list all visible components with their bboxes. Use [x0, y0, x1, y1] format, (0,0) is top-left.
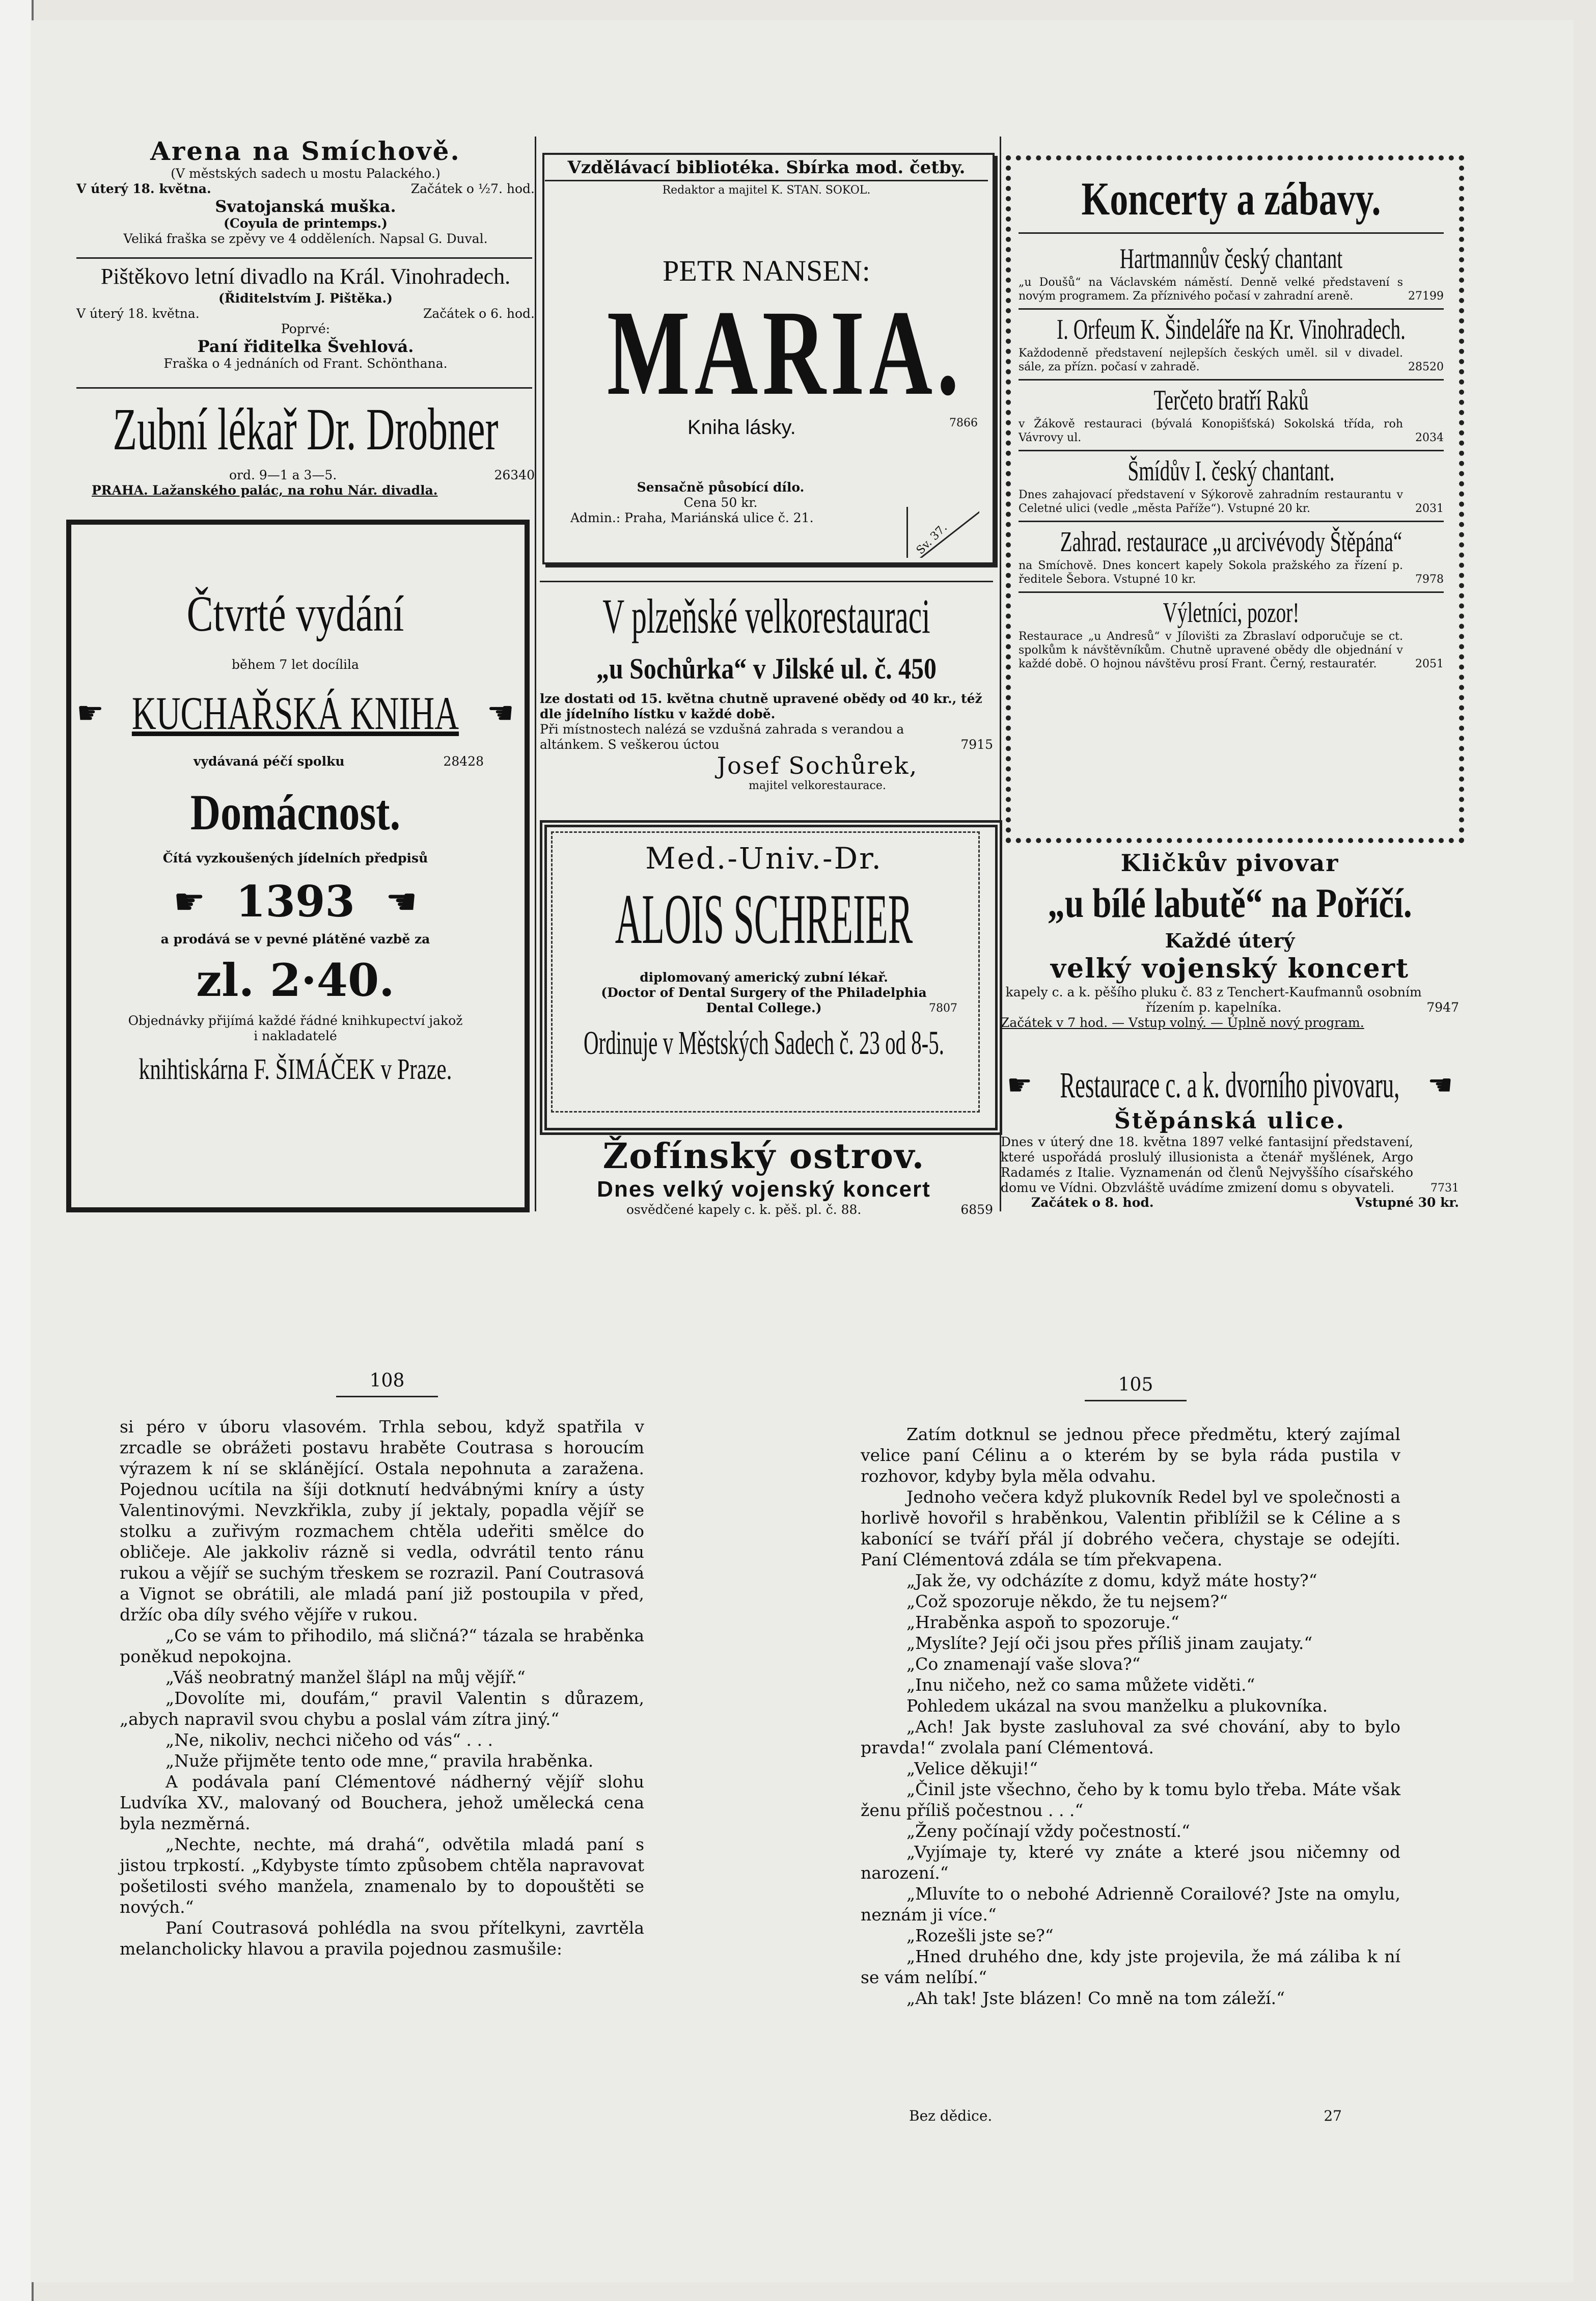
concert-item-head: Terčeto bratří Raků: [1153, 385, 1309, 416]
arena-line5: Veliká fraška se zpěvy ve 4 odděleních. Napsal G. Duval.: [123, 231, 488, 246]
arena-play: Svatojanská muška.: [215, 197, 396, 216]
cookbook-sub1: během 7 let docílila: [232, 657, 359, 672]
dvorni-start: Začátek o 8. hod.: [1031, 1195, 1154, 1210]
cookbook-name: Domácnost.: [190, 784, 401, 841]
pistek-title: Pištěkovo letní divadlo na Král. Vinohradech.: [100, 264, 511, 289]
paragraph: si péro v úboru vlasovém. Trhla sebou, když spatřila v zrcadle se obrážeti postavu hraběte Coutrasa s horoucím výrazem k ní se sklánějící. Ostala nepohnuta a zaražena. Pojednou ucítila na šíji dotknutí hedvábnými kníry a ústy Valentinovými. Nevzkřikla, zuby jí jektaly, popadla vějíř se stolku a zuřivým rozmachem chtěla udeřiti smělce do obličeje. Ale jakkoliv rázně si vedla, odvrátil tento ránu rukou a vějíř se suchým třeskem se rozrazil. Paní Coutrasová a Vignot se obrátili, ale mladá paní již postoupila v před, držíc oba díly svého vějíře v rukou.: [120, 1417, 644, 1625]
cookbook-sub5: Objednávky přijímá každé řádné knihkupectví jakož i nakladatelé: [128, 1013, 463, 1043]
concert-item-code: 27199: [1408, 290, 1444, 303]
hand-icon: ☛: [76, 695, 104, 731]
paragraph: „Vyjímaje ty, které vy znáte a které jsou ničemny od narození.“: [861, 1842, 1400, 1883]
paragraph: „Co znamenají vaše slova?“: [906, 1654, 1141, 1674]
zofin-line2-row: [535, 1202, 993, 1217]
concert-item-code: 2031: [1415, 502, 1444, 515]
concert-item-head: Zahrad. restaurace „u arcivévody Štěpána“: [1060, 526, 1402, 558]
sochurek-text2: Při místnostech nalézá se vzdušná zahrada s verandou a altánkem. S veškerou úctou: [540, 722, 904, 752]
concert-item-code: 2051: [1415, 658, 1444, 670]
arena-line1: (V městských sadech u mostu Palackého.): [171, 166, 441, 181]
left-page-text: [120, 1416, 644, 1959]
paragraph: „Dovolíte mi, doufám,“ pravil Valentin s důrazem, „abych napravil svou chybu a poslal vám zítra jiný.“: [120, 1688, 644, 1729]
library-price: Cena 50 kr.: [683, 495, 758, 510]
pistek-line3: Poprvé:: [281, 321, 331, 336]
cookbook-code: 28428: [443, 754, 484, 769]
paragraph: „Ne, nikoliv, nechci ničeho od vás“ . . .: [166, 1730, 493, 1750]
cookbook-heading: Čtvrté vydání: [186, 585, 404, 642]
schreier-line2: (Doctor of Dental Surgery of the Philadelphia Dental College.): [601, 985, 927, 1015]
hand-pointer-icon: ☛: [1006, 1068, 1033, 1102]
divider: [540, 581, 993, 582]
concerts-ad: [1019, 168, 1444, 676]
pistek-date: V úterý 18. května.: [76, 306, 200, 321]
divider: [76, 387, 532, 389]
hand-pointer-icon: ☛: [173, 880, 206, 923]
page-edge: [0, 0, 34, 2301]
concert-item-code: 2034: [1415, 431, 1444, 444]
pistek-line1: (Řiditelstvím J. Pištěka.): [218, 291, 393, 306]
paragraph: „Co se vám to přihodilo, má sličná?“ tázala se hraběnka poněkud nepokojna.: [120, 1626, 644, 1666]
concert-item: [1019, 593, 1444, 676]
concert-item-body: na Smíchově. Dnes koncert kapely Sokola pražského za řízení p. ředitele Šebora. Vstupné 10 kr.: [1019, 559, 1403, 586]
cookbook-sub4: a prodává se v pevné plátěné vazbě za: [160, 932, 430, 946]
library-tag: Sensačně působící dílo.: [637, 480, 805, 495]
library-subtitle: Kniha lásky.: [687, 416, 796, 439]
library-editor: Redaktor a majitel K. STAN. SOKOL.: [662, 184, 871, 197]
right-page-footer: [909, 2109, 1342, 2123]
arena-start: Začátek o ½7. hod.: [410, 181, 535, 196]
klicka-title: Kličkův pivovar: [1120, 849, 1339, 877]
hand-icon: ☛: [486, 695, 514, 731]
divider: [336, 1396, 438, 1397]
concert-item-body: Restaurace „u Andresů“ v Jílovišti za Zbraslaví odporučuje se ct. spolkům k návštěvníkům. Chutně upravené obědy dle objednání v každé době. O hojnou návštěvu prosí Frant. Černý, restauratér.: [1019, 630, 1403, 670]
paragraph: „Velice děkuji!“: [906, 1758, 1038, 1778]
concert-item-head: Výletníci, pozor!: [1163, 597, 1300, 629]
paragraph: „Což spozoruje někdo, že tu nejsem?“: [906, 1591, 1228, 1611]
zofin-title: Žofínský ostrov.: [602, 1136, 925, 1177]
dentist-ad: [76, 391, 535, 498]
paragraph: Paní Coutrasová pohlédla na svou přítelkyni, zavrtěla melancholicky hlavou a pravila pojednou zasmušile:: [120, 1918, 644, 1959]
paragraph: „Ženy počínají vždy počestností.“: [906, 1821, 1190, 1841]
schreier-degree: Med.-Univ.-Dr.: [645, 841, 883, 876]
dentist-hours-row: [76, 468, 535, 483]
dvorni-street: Štěpánská ulice.: [1114, 1108, 1345, 1134]
sochurek-title: V plzeňské velkorestauraci: [602, 589, 930, 643]
paragraph: „Rozešli jste se?“: [906, 1926, 1054, 1945]
klicka-name: „u bílé labutě“ na Poříčí.: [1048, 880, 1412, 926]
dentist-code: 26340: [494, 468, 535, 482]
cookbook-title-row: [76, 683, 514, 744]
footer-title: Bez dědice.: [909, 2107, 993, 2124]
paragraph: „Hraběnka aspoň to spozoruje.“: [906, 1612, 1179, 1632]
concert-item: [1019, 381, 1444, 451]
paragraph: „Činil jste všechno, čeho by k tomu bylo třeba. Máte však ženu příliš počestnou . . .“: [861, 1779, 1400, 1820]
schreier-name: ALOIS SCHREIER: [615, 880, 913, 959]
dvorni-title: Restaurace c. a k. dvorního pivovaru,: [1060, 1065, 1400, 1105]
klicka-line3-row: [1001, 985, 1459, 1015]
paragraph: „Hned druhého dne, kdy jste projevila, že má záliba k ní se vám nelíbí.“: [861, 1946, 1400, 1987]
concert-list: [1019, 239, 1444, 676]
pistek-line2: [76, 306, 535, 321]
dvorni-code: 7731: [1430, 1182, 1459, 1195]
schreier-code: 7807: [929, 1002, 957, 1015]
klicka-code: 7947: [1426, 1000, 1459, 1015]
cookbook-sub2: vydávaná péčí spolku: [194, 754, 345, 769]
zofin-line1: Dnes velký vojenský koncert: [597, 1177, 931, 1202]
arena-line2: [76, 181, 535, 197]
concert-item-code: 28520: [1408, 361, 1444, 373]
concerts-title: Koncerty a zábavy.: [1081, 173, 1381, 225]
paragraph: Zatím dotknul se jednou přece předmětu, který zajímal velice paní Célinu a o kterém by se byla ráda pustila v rozhovor, kdyby byla měla odvahu.: [861, 1424, 1400, 1486]
dvorni-title-row: [1001, 1062, 1459, 1108]
library-ad: [545, 155, 988, 526]
paragraph: Jednoho večera když plukovník Redel byl ve společnosti a horlivě hovořil s hraběnkou, Valentin přiblížil se k Céline a s kabonící se tváří přál jí dobrého večera, chystaje se odejíti. Paní Clémentová zdála se tím překvapena.: [861, 1487, 1400, 1569]
klicka-ad: [1001, 848, 1459, 1031]
library-code: 7866: [949, 417, 978, 429]
klicka-line1: Každé úterý: [1165, 929, 1295, 952]
paragraph: „Nechte, nechte, má drahá“, odvětila mladá paní s jistou trpkostí. „Kdybyste tímto způsobem chtěla napravovat pošetilosti svého manžela, znamenalo by to dopouštěti se nových.“: [120, 1834, 644, 1917]
library-author: PETR NANSEN:: [663, 254, 870, 287]
schreier-address: Ordinuje v Městských Sadech č. 23 od 8-5.: [583, 1024, 945, 1062]
hand-pointer-icon: ☛: [1427, 1068, 1453, 1102]
library-admin: Admin.: Praha, Mariánská ulice č. 21.: [570, 510, 814, 525]
klicka-line3: kapely c. a k. pěšího pluku č. 83 z Tenchert-Kaufmannů osobním řízením p. kapelníka.: [1005, 985, 1422, 1015]
schreier-ad: [555, 841, 973, 1066]
paragraph: „Nuže přijměte tento ode mne,“ pravila hraběnka.: [166, 1751, 594, 1771]
divider: [1019, 232, 1444, 234]
cookbook-publisher: knihtiskárna F. ŠIMÁČEK v Praze.: [139, 1052, 452, 1086]
paragraph: „Mluvíte to o nebohé Adrienně Corailové? Jste na omylu, neznám ji více.“: [861, 1884, 1400, 1925]
dvorni-fee: Vstupné 30 kr.: [1355, 1195, 1459, 1210]
paragraph: „Váš neobratný manžel šlápl na můj vějíř.“: [166, 1667, 526, 1687]
concert-item-body: Dnes zahajovací představení v Sýkorově zahradním restaurantu v Celetné ulici (vedle „města Paříže“). Vstupné 20 kr.: [1019, 489, 1403, 515]
pistek-line5: Fraška o 4 jednáních od Frant. Schönthana.: [163, 356, 448, 371]
sochurek-owner: Josef Sochůrek,: [717, 752, 918, 779]
sochurek-ad: [540, 583, 993, 793]
cookbook-sub3: Čítá vyzkoušených jídelních předpisů: [162, 851, 428, 865]
hand-pointer-icon: ☛: [385, 880, 418, 923]
concert-item: [1019, 451, 1444, 522]
right-page-number: 105: [1118, 1374, 1153, 1395]
zofin-ad: [535, 1136, 993, 1217]
library-title: Vzdělávací bibliotéka. Sbírka mod. četby.: [545, 155, 988, 181]
dvorni-ad: [1001, 1062, 1459, 1210]
dvorni-text: Dnes v úterý dne 18. května 1897 velké fantasijní představení, které uspořádá proslulý illusionista a čtenář myšlének, Argo Radamés z Italie. Vyznamenán od členů Nejvyššího císařského domu ve Vídni. Obzvláště uvádíme zmizení domu s obyvateli.: [1001, 1134, 1413, 1195]
concert-item-body: „u Doušů“ na Václavském náměstí. Denně velké představení s novým programem. Za příznivého počasí v zahradní areně.: [1019, 276, 1403, 303]
arena-title: Arena na Smíchově.: [150, 136, 461, 166]
dentist-address: PRAHA. Lažanského palác, na rohu Nár. divadla.: [92, 483, 438, 498]
klicka-line4: Začátek v 7 hod. — Vstup volný. — Úplně nový program.: [1001, 1015, 1364, 1030]
dentist-hours: ord. 9—1 a 3—5.: [229, 468, 337, 482]
arena-date: V úterý 18. května.: [76, 181, 211, 196]
paragraph: Pohledem ukázal na svou manželku a plukovníka.: [906, 1696, 1328, 1716]
concert-item-head: I. Orfeum K. Šindeláře na Kr. Vinohradech.: [1057, 314, 1406, 345]
library-book: MARIA.: [607, 285, 964, 420]
cookbook-count: 1393: [236, 876, 355, 927]
zofin-line2: osvědčené kapely c. k. pěš. pl. č. 88.: [626, 1202, 862, 1217]
concert-item-code: 7978: [1415, 573, 1444, 586]
concert-item: [1019, 522, 1444, 593]
concert-item-body: Každodenně představení nejlepších českých uměl. sil v divadel. sále, za přízn. počasí v zahradě.: [1019, 347, 1403, 373]
library-stamp-text: Sv. 37.: [914, 521, 950, 557]
dvorni-footer: [1001, 1195, 1459, 1210]
concert-item: [1019, 310, 1444, 381]
divider: [76, 257, 532, 259]
cookbook-sub2-row: [76, 754, 514, 769]
zofin-code: 6859: [960, 1202, 993, 1217]
dentist-title: Zubní lékař Dr. Drobner: [113, 396, 499, 463]
library-stamp: [906, 507, 979, 558]
cookbook-price: zl. 2·40.: [196, 954, 395, 1007]
cookbook-ad: [76, 530, 514, 1090]
sochurek-text1: lze dostati od 15. května chutně upravené obědy od 40 kr., též dle jídelního lístku v každé době.: [540, 691, 982, 721]
klicka-line2: velký vojenský koncert: [1050, 953, 1410, 984]
paragraph: A podávala paní Clémentové nádherný vějíř slohu Ludvíka XV., malovaný od Bouchera, jehož umělecká cena byla nezměrná.: [120, 1772, 644, 1833]
cookbook-title: KUCHAŘSKÁ KNIHA: [131, 687, 459, 739]
concert-item: [1019, 239, 1444, 310]
concert-item-head: Šmídův I. český chantant.: [1127, 455, 1335, 487]
pistek-ad: [76, 262, 535, 371]
right-page-text: [861, 1424, 1400, 2009]
divider: [1085, 1400, 1187, 1401]
concert-item-head: Hartmannův český chantant: [1119, 243, 1343, 275]
pistek-play: Paní řiditelka Švehlová.: [197, 337, 414, 356]
paragraph: „Ah tak! Jste blázen! Co mně na tom záleží.“: [906, 1988, 1285, 2008]
pistek-start: Začátek o 6. hod.: [423, 306, 535, 321]
paragraph: „Jak že, vy odcházíte z domu, když máte hosty?“: [906, 1571, 1317, 1590]
sochurek-owner-role: majitel velkorestaurace.: [749, 779, 886, 792]
paragraph: „Ach! Jak byste zasluhoval za své chování, aby to bylo pravda!“ zvolala paní Clémentová.: [861, 1717, 1400, 1757]
arena-ad: [76, 137, 535, 247]
sochurek-code: 7915: [960, 737, 993, 752]
paragraph: „Myslíte? Její oči jsou přes příliš jinam zaujaty.“: [906, 1633, 1313, 1653]
cookbook-count-row: [76, 876, 514, 927]
arena-line4: (Coyula de printemps.): [224, 216, 388, 231]
schreier-line1: diplomovaný americký zubní lékař.: [640, 970, 888, 985]
footer-signature: 27: [1324, 2107, 1342, 2124]
left-page-number: 108: [369, 1370, 405, 1391]
sochurek-name: „u Sochůrka“ v Jilské ul. č. 450: [596, 652, 937, 685]
sochurek-text2-row: [540, 722, 993, 752]
paragraph: „Inu ničeho, než co sama můžete viděti.“: [906, 1675, 1255, 1695]
concert-item-body: v Žákově restauraci (bývalá Konopišťská) Sokolská třída, roh Vávrovy ul.: [1019, 418, 1403, 444]
